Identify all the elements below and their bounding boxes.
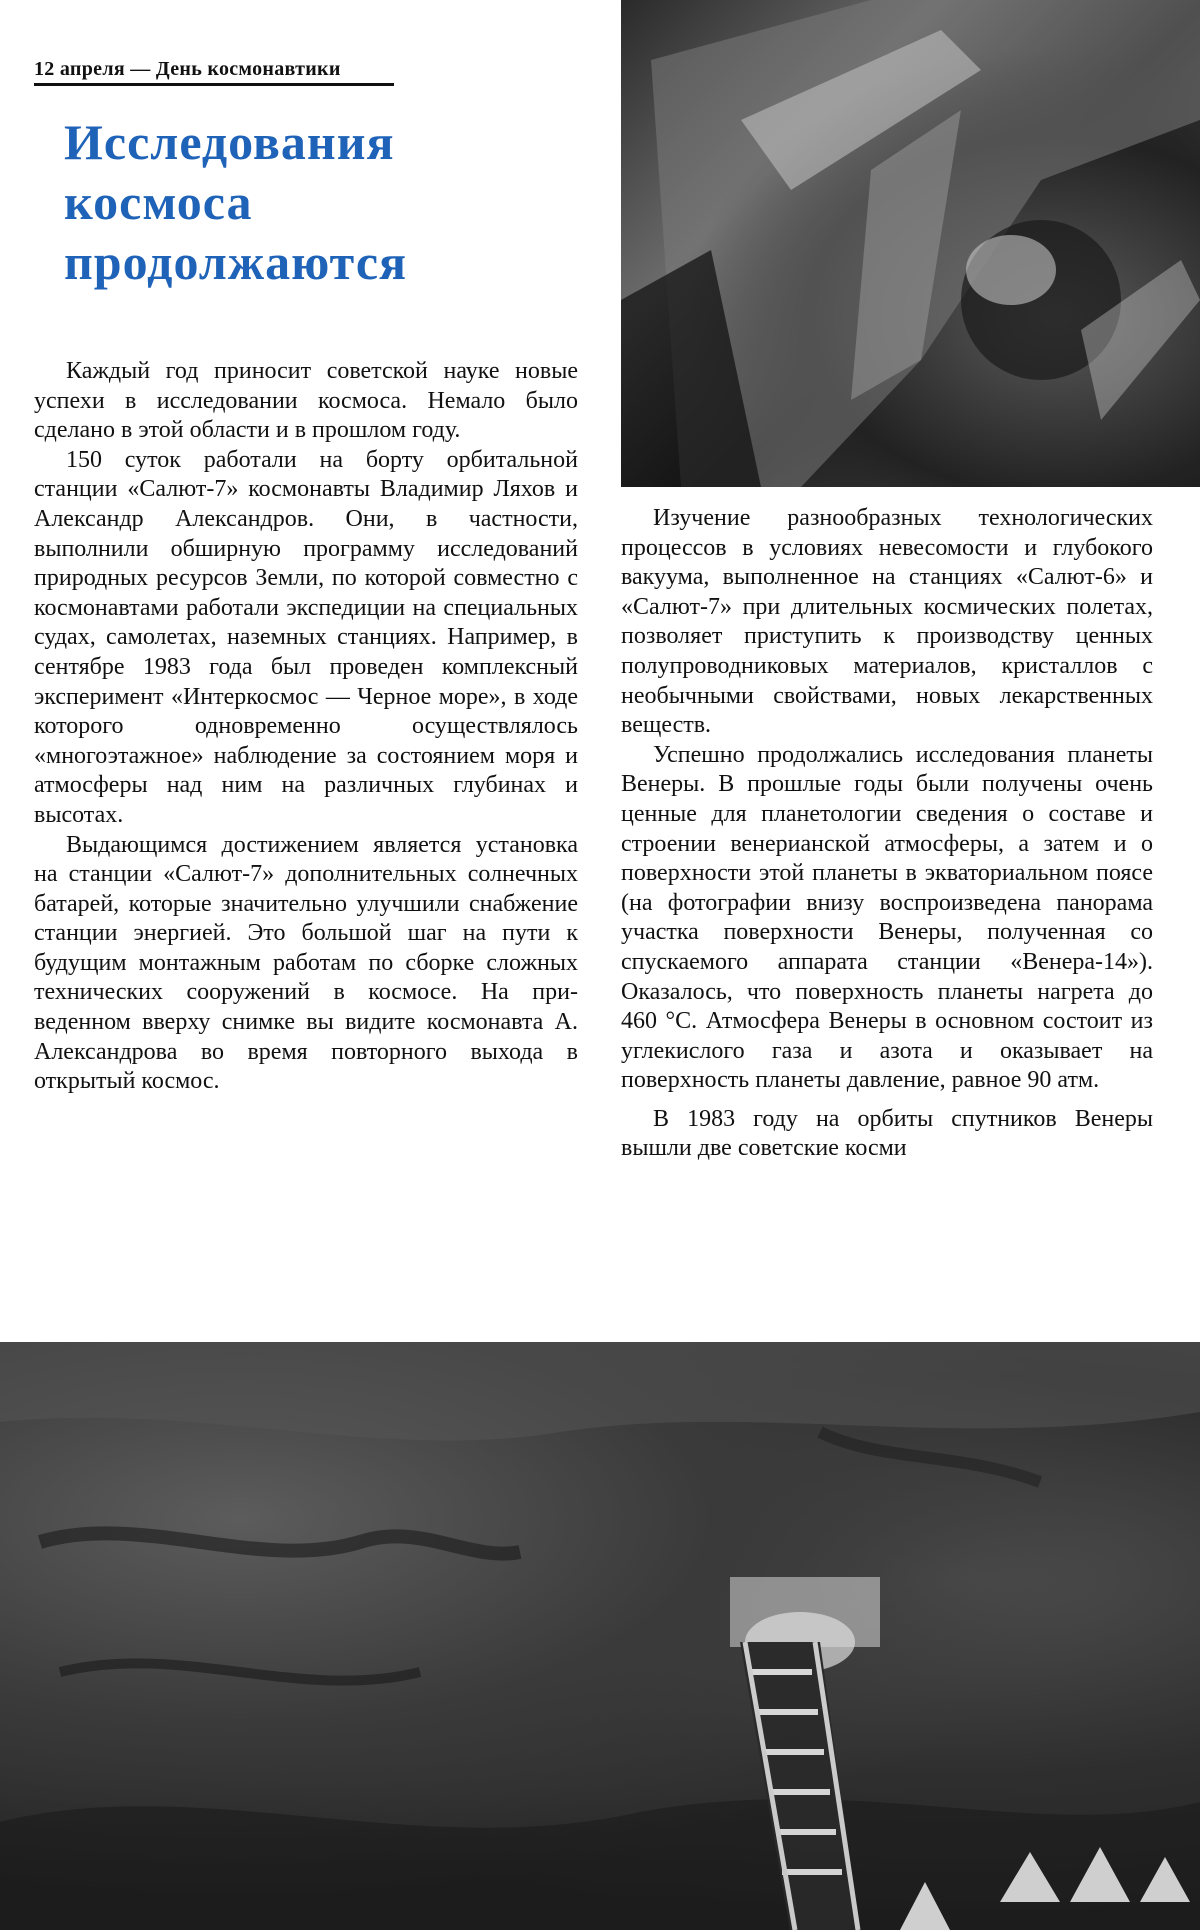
title-line: космоса	[64, 174, 253, 230]
article-title	[64, 112, 584, 292]
paragraph: Каждый год приносит советской науке новые успехи в исследовании космоса. Немало было сделано в этой области и в прошлом году.	[34, 358, 578, 444]
paragraph: В 1983 году на орбиты спутников Венеры вышли две советские косми	[621, 1105, 1153, 1162]
section-header: 12 апреля — День космонавтики	[34, 58, 394, 86]
title-line: продолжаются	[64, 234, 408, 290]
cosmonaut-spacewalk-photo	[621, 0, 1200, 487]
venus-surface-panorama-photo	[0, 1342, 1200, 1930]
article-left-column	[34, 357, 578, 1097]
title-line: Исследования	[64, 114, 395, 170]
article-right-column	[621, 504, 1153, 1164]
paragraph: Успешно продолжались исследования планеты Венеры. В прошлые годы были получены очень ценные для планетологии сведения о составе и строении венерианской атмосферы, а затем и о поверхности этой планеты в экваториальном поясе (на фотографии внизу воспроизведена панорама участка поверхности Венеры, полученная со спускаемого аппарата станции «Венера-14»). Оказалось, что поверхность планеты нагрета до 460 °С. Атмосфера Венеры в основном состоит из углекислого газа и азота и оказывает на поверхность планеты давление, равное 90 атм.	[621, 741, 1153, 1094]
paragraph: Изучение разнообразных технологических процессов в условиях невесомости и глубокого вакуума, выполненное на станциях «Салют-6» и «Салют-7» при длительных космических полетах, позволяет приступить к производству ценных полупроводниковых материалов, кристаллов с необычными свойствами, новых лекарственных веществ.	[621, 505, 1153, 739]
paragraph: Выдающимся достижением является установка на станции «Салют-7» дополнительных солнечных батарей, которые значительно улучшили снабжение станции энергией. Это большой шаг на пути к будущим монтажным работам по сборке сложных технических сооружений в космосе. На приведенном вверху снимке вы видите космонавта А. Александрова во время повторного выхода в открытый космос.	[34, 831, 578, 1095]
paragraph: 150 суток работали на борту орбитальной станции «Салют-7» космонавты Владимир Ляхов и Александр Александров. Они, в частности, выполнили обширную программу исследований природных ресурсов Земли, по которой совместно с космонавтами работали экспедиции на специальных судах, самолетах, наземных станциях. Например, в сентябре 1983 года был проведен комплексный эксперимент «Интеркосмос — Черное море», в ходе которого одновременно осуществлялось «многоэтажное» наблюдение за состоянием моря и атмосферы над ним на различных глубинах и высотах.	[34, 446, 578, 828]
